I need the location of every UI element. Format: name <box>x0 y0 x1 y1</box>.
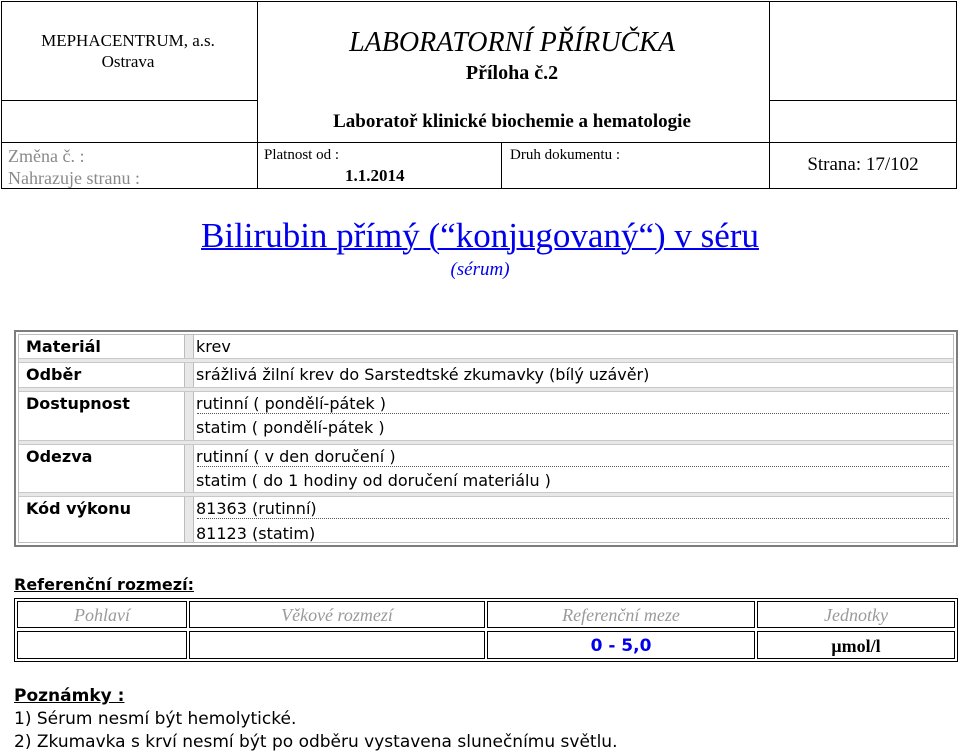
col-header-sex: Pohlaví <box>17 601 187 628</box>
page-subtitle: (sérum) <box>450 259 510 280</box>
cell-age <box>189 631 485 659</box>
col-header-age: Věkové rozmezí <box>189 601 485 628</box>
valid-from-value: 1.1.2014 <box>345 166 405 185</box>
header-divider <box>501 142 502 188</box>
change-label: Změna č. : <box>8 146 85 166</box>
replaces-label: Nahrazuje stranu : <box>8 168 140 188</box>
notes-heading: Poznámky : <box>14 686 125 706</box>
col-header-units: Jednotky <box>757 601 955 628</box>
header-divider <box>769 100 956 101</box>
material-label: Materiál <box>26 337 101 356</box>
availability-label: Dostupnost <box>26 394 130 413</box>
doc-type-label: Druh dokumentu : <box>510 147 620 163</box>
column-separator <box>184 335 194 542</box>
material-value: krev <box>196 337 231 356</box>
info-table <box>14 330 958 547</box>
company-name: MEPHACENTRUM, a.s. <box>41 31 215 50</box>
reference-table <box>14 598 958 662</box>
response-routine: rutinní ( v den doručení ) <box>196 447 396 466</box>
reference-heading: Referenční rozmezí: <box>14 575 194 594</box>
row-separator <box>19 358 953 363</box>
page-number: Strana: 17/102 <box>807 154 919 175</box>
dotted-separator <box>197 518 949 519</box>
cell-units: μmol/l <box>757 631 955 659</box>
note-item: 2) Zkumavka s krví nesmí být po odběru vystavena slunečnímu světlu. <box>14 732 618 752</box>
company-block <box>0 30 256 72</box>
appendix-label: Příloha č.2 <box>465 62 559 84</box>
note-item: 1) Sérum nesmí být hemolytické. <box>14 709 297 729</box>
cell-limits: 0 - 5,0 <box>487 631 755 659</box>
cell-sex <box>17 631 187 659</box>
collection-label: Odběr <box>26 365 82 384</box>
response-statim: statim ( do 1 hodiny od doručení materiálu ) <box>196 471 551 490</box>
code-routine: 81363 (rutinní) <box>196 499 317 518</box>
header-divider <box>2 100 257 101</box>
col-header-limits: Referenční meze <box>487 601 755 628</box>
lab-name: Laboratoř klinické biochemie a hematologie <box>333 111 691 132</box>
code-statim: 81123 (statim) <box>196 524 316 543</box>
availability-routine: rutinní ( pondělí-pátek ) <box>196 394 386 413</box>
row-separator <box>19 440 953 445</box>
collection-value: srážlivá žilní krev do Sarstedtské zkumavky (bílý uzávěr) <box>196 365 650 384</box>
dotted-separator <box>197 413 949 414</box>
code-label: Kód výkonu <box>26 499 131 518</box>
document-title: LABORATORNÍ PŘÍRUČKA <box>349 27 675 58</box>
dotted-separator <box>197 466 949 467</box>
row-separator <box>19 387 953 392</box>
valid-from-label: Platnost od : <box>264 147 340 163</box>
company-city: Ostrava <box>101 52 155 71</box>
response-label: Odezva <box>26 447 93 466</box>
page-title: Bilirubin přímý (“konjugovaný“) v séru <box>201 216 759 255</box>
row-separator <box>19 492 953 497</box>
header-divider <box>2 142 956 143</box>
availability-statim: statim ( pondělí-pátek ) <box>196 418 385 437</box>
